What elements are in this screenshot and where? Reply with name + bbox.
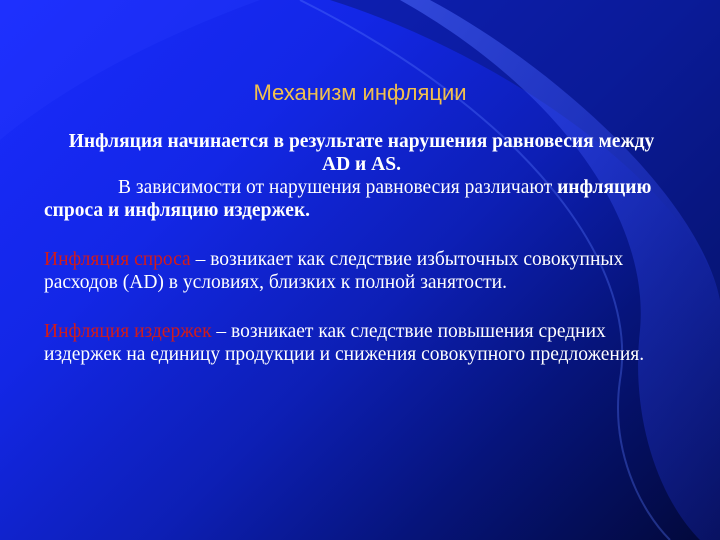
slide-title-text: Механизм инфляции	[253, 80, 467, 105]
intro-text-bold: инфляцию спроса и инфляцию издержек.	[44, 177, 652, 221]
definition-demand-inflation	[44, 248, 669, 294]
intro-statement: Инфляция начинается в результате нарушения равновесия между AD и AS.	[68, 131, 655, 175]
slide-body	[44, 130, 669, 366]
definition-cost-text: – возникает как следствие повышения средних издержек на единицу продукции и снижения совокупного предложения.	[44, 321, 645, 365]
definition-cost-inflation	[44, 320, 669, 366]
term-cost-inflation: Инфляция издержек	[44, 321, 212, 342]
slide-title	[0, 80, 720, 106]
intro-text: В зависимости от нарушения равновесия различают	[118, 177, 558, 198]
definition-demand-text: – возникает как следствие избыточных совокупных расходов (AD) в условиях, близких к полной занятости.	[44, 249, 624, 293]
term-demand-inflation: Инфляция спроса	[44, 249, 191, 270]
intro-paragraph	[44, 176, 669, 222]
swoosh-curve-light	[0, 0, 260, 140]
